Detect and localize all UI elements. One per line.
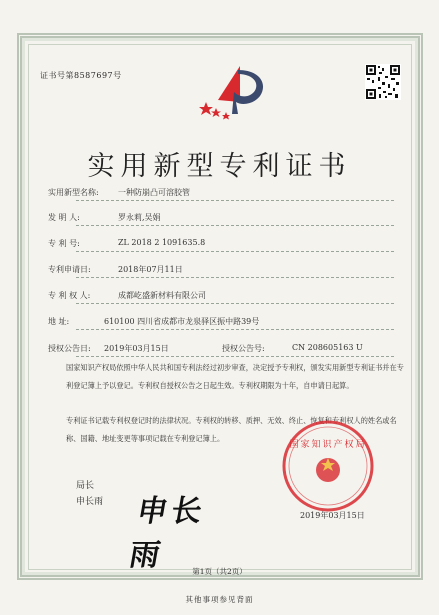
field-label-utility-model-name: 实用新型名称:	[48, 188, 99, 197]
field-value-utility-model-name: 一种防崩凸可溶胶管	[118, 188, 190, 197]
seal-text: 国家知识产权局	[289, 440, 367, 450]
page-number: 第1页（共2页）	[192, 567, 247, 576]
field-label-grant-number: 授权公告号:	[222, 344, 265, 353]
divider	[76, 356, 394, 357]
field-value-patent-number: ZL 2018 2 1091635.8	[118, 238, 206, 247]
field-value-patentee: 成都屹盛新材料有限公司	[118, 291, 206, 300]
field-label-patentee: 专 利 权 人:	[48, 291, 91, 300]
director-role: 局长	[76, 481, 95, 491]
divider	[76, 303, 394, 304]
divider	[76, 251, 394, 252]
field-label-grant-date: 授权公告日:	[48, 344, 91, 353]
field-value-grant-date: 2019年03月15日	[104, 344, 169, 353]
divider	[76, 200, 394, 201]
official-seal	[280, 418, 376, 514]
qr-code-icon	[365, 64, 401, 100]
field-value-grant-number: CN 208605163 U	[292, 343, 363, 352]
handwritten-signature: 申长雨	[126, 494, 209, 573]
cnipa-logo-icon	[198, 62, 274, 124]
legal-status-note: 专利证书记载专利权登记时的法律状况。专利权的转移、质押、无效、终止、恢复和专利权人的姓名或名称、国籍、地址变更等事项记载在专利登记簿上。	[66, 416, 397, 443]
field-value-address: 610100 四川省成都市龙泉驿区振中路39号	[104, 317, 260, 326]
field-value-inventor: 罗永莉,吴娟	[118, 213, 161, 222]
divider	[76, 225, 394, 226]
field-label-address: 地 址:	[48, 317, 70, 326]
footer-note: 其他事项参见背面	[185, 595, 254, 604]
seal-date: 2019年03月15日	[300, 511, 365, 520]
field-label-patent-number: 专 利 号:	[48, 239, 80, 248]
field-label-inventor: 发 明 人:	[48, 213, 80, 222]
certificate-title: 实用新型专利证书	[87, 151, 352, 182]
director-name: 申长雨	[76, 497, 104, 507]
field-value-filing-date: 2018年07月11日	[118, 265, 183, 274]
certificate-number: 证书号第8587697号	[40, 71, 122, 80]
field-label-filing-date: 专利申请日:	[48, 265, 91, 274]
grant-statement: 国家知识产权局依照中华人民共和国专利法经过初步审查，决定授予专利权，颁发实用新型专利证书并在专利登记簿上予以登记。专利权自授权公告之日起生效。专利权期限为十年，自申请日起算。	[66, 363, 404, 390]
divider	[76, 277, 394, 278]
divider	[76, 329, 394, 330]
